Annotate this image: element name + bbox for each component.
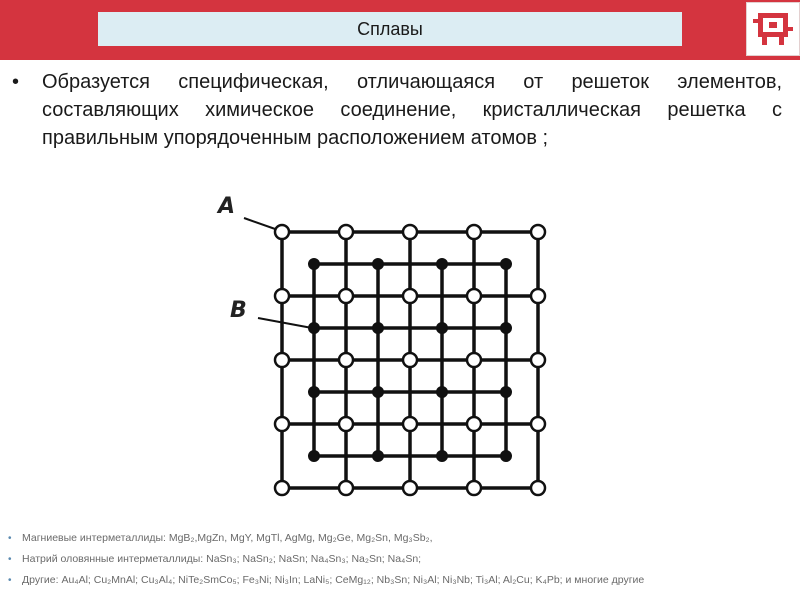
- atom-b: [373, 323, 384, 334]
- bullet-marker: •: [12, 71, 20, 93]
- atom-a: [275, 417, 289, 431]
- atom-a: [339, 481, 353, 495]
- label-b: B: [230, 298, 247, 323]
- atom-a: [531, 481, 545, 495]
- note-marker: •: [8, 554, 12, 565]
- atom-b: [373, 387, 384, 398]
- atom-a: [275, 289, 289, 303]
- slide-title-text: Сплавы: [357, 18, 423, 39]
- atom-b: [437, 323, 448, 334]
- atom-b: [501, 323, 512, 334]
- note-text: Магниевые интерметаллиды: MgB₂,MgZn, MgY, MgTl, AgMg, Mg₂Ge, Mg₂Sn, Mg₃Sb₂,: [22, 532, 433, 544]
- atom-b: [501, 451, 512, 462]
- atom-a: [467, 353, 481, 367]
- atom-b: [309, 259, 320, 270]
- atom-a: [403, 417, 417, 431]
- atom-a: [403, 289, 417, 303]
- atom-a: [467, 481, 481, 495]
- atom-b: [309, 451, 320, 462]
- note-text: Натрий оловянные интерметаллиды: NaSn₃; NaSn₂; NaSn; Na₄Sn₃; Na₂Sn; Na₄Sn;: [22, 553, 422, 565]
- label-a: A: [218, 194, 236, 219]
- notes-list: [8, 528, 798, 591]
- atom-b: [437, 259, 448, 270]
- atom-a: [339, 225, 353, 239]
- atom-a: [403, 225, 417, 239]
- atom-a: [339, 353, 353, 367]
- atom-a: [403, 481, 417, 495]
- bullet-text: Образуется специфическая, отличающаяся от решеток элементов, составляющих химическое соединение, кристаллическая решетка с правильным упорядоченным расположением атомов ;: [42, 71, 782, 149]
- crystal-lattice-diagram: [200, 190, 580, 510]
- atom-a: [531, 289, 545, 303]
- atom-a: [403, 353, 417, 367]
- atom-a: [275, 481, 289, 495]
- atom-b: [437, 387, 448, 398]
- atom-a: [339, 417, 353, 431]
- main-bullet: [12, 68, 782, 152]
- note-text: Другие: Au₄Al; Cu₂MnAl; Cu₃Al₄; NiTe₂SmCo₅; Fe₃Ni; Ni₃In; LaNi₅; CeMg₁₂; Nb₃Sn; Ni₃Al; Ni₃Nb; Ti₃Al; Al₂Cu; K₄Pb; и многие другие: [22, 574, 645, 586]
- atom-b: [501, 387, 512, 398]
- slide-title: [98, 12, 682, 46]
- atom-a: [531, 353, 545, 367]
- note-marker: •: [8, 575, 12, 586]
- atom-a: [275, 353, 289, 367]
- atom-a: [467, 289, 481, 303]
- lattice-line: [244, 218, 278, 230]
- atom-a: [531, 417, 545, 431]
- atom-b: [501, 259, 512, 270]
- note-item: [8, 549, 798, 570]
- atom-a: [339, 289, 353, 303]
- atom-b: [373, 259, 384, 270]
- atom-b: [437, 451, 448, 462]
- atom-a: [275, 225, 289, 239]
- atom-a: [467, 225, 481, 239]
- lattice-line: [258, 318, 312, 328]
- note-item: [8, 528, 798, 549]
- note-item: [8, 570, 798, 591]
- atom-b: [309, 323, 320, 334]
- atom-a: [467, 417, 481, 431]
- atom-a: [531, 225, 545, 239]
- atom-b: [309, 387, 320, 398]
- atom-b: [373, 451, 384, 462]
- logo-icon: [746, 2, 800, 56]
- note-marker: •: [8, 533, 12, 544]
